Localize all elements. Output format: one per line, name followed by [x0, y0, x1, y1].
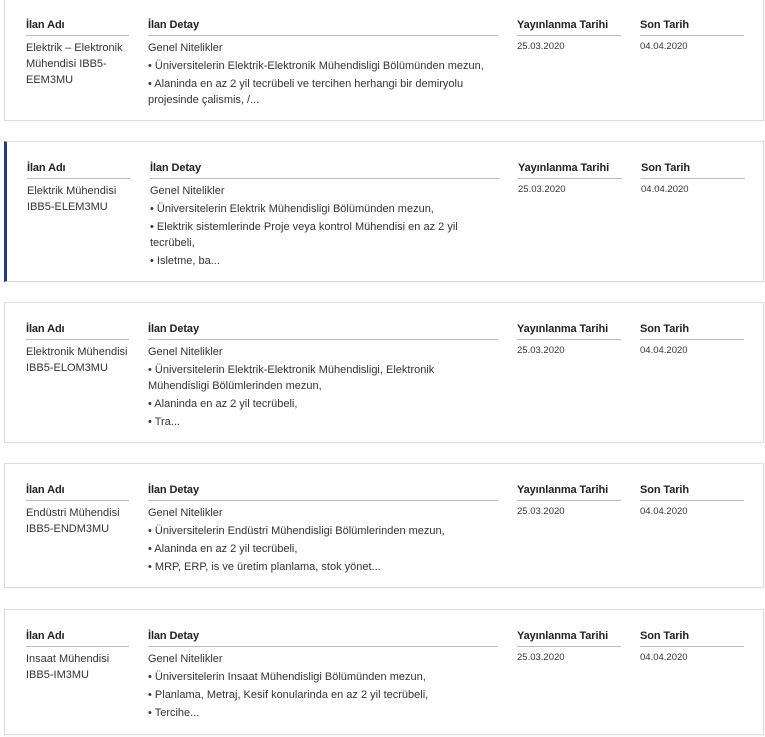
detail-line: • Alaninda en az 2 yil tecrübeli, — [148, 398, 298, 410]
detail-line: • MRP, ERP, is ve üretim planlama, stok yönet... — [148, 561, 381, 573]
published-header: Yayınlanma Tarihi — [517, 630, 621, 647]
published-header: Yayınlanma Tarihi — [517, 323, 621, 340]
title-column — [26, 19, 129, 88]
published-header: Yayınlanma Tarihi — [517, 19, 621, 36]
detail-line: • Tra... — [148, 416, 180, 428]
title-header: İlan Adı — [26, 19, 129, 36]
deadline-column — [640, 323, 744, 357]
published-column — [517, 484, 621, 518]
deadline-header: Son Tarih — [640, 19, 744, 36]
job-title[interactable]: Endüstri Mühendisi IBB5-ENDM3MU — [26, 507, 120, 535]
title-header: İlan Adı — [26, 484, 129, 501]
deadline-header: Son Tarih — [640, 630, 744, 647]
deadline-date: 04.04.2020 — [641, 184, 689, 195]
deadline-column — [640, 19, 744, 53]
job-title[interactable]: Elektronik Mühendisi IBB5-ELOM3MU — [26, 346, 128, 374]
title-column — [26, 323, 129, 376]
detail-column — [150, 162, 500, 271]
detail-header: İlan Detay — [148, 484, 498, 501]
title-column — [26, 630, 129, 683]
published-date: 25.03.2020 — [517, 345, 565, 356]
job-title[interactable]: Insaat Mühendisi IBB5-IM3MU — [26, 653, 110, 681]
published-date: 25.03.2020 — [517, 506, 565, 517]
deadline-column — [641, 162, 745, 196]
detail-column — [148, 484, 498, 577]
deadline-header: Son Tarih — [641, 162, 745, 179]
title-column — [27, 162, 130, 215]
detail-line: • Alaninda en az 2 yil tecrübeli, — [148, 543, 298, 555]
detail-heading: Genel Nitelikler — [150, 185, 225, 197]
published-column — [518, 162, 622, 196]
detail-line: • Üniversitelerin Elektrik-Elektronik Mühendisligi Bölümünden mezun, — [148, 60, 484, 72]
detail-heading: Genel Nitelikler — [148, 346, 223, 358]
job-card[interactable] — [4, 609, 764, 735]
published-column — [517, 630, 621, 664]
published-column — [517, 19, 621, 53]
job-title[interactable]: Elektrik Mühendisi IBB5-ELEM3MU — [27, 185, 117, 213]
detail-column — [148, 630, 498, 723]
published-header: Yayınlanma Tarihi — [517, 484, 621, 501]
deadline-date: 04.04.2020 — [640, 652, 688, 663]
detail-line: • Üniversitelerin Endüstri Mühendisligi Bölümlerinden mezun, — [148, 525, 445, 537]
detail-line: • Planlama, Metraj, Kesif konularinda en az 2 yil tecrübeli, — [148, 689, 429, 701]
detail-heading: Genel Nitelikler — [148, 507, 223, 519]
deadline-date: 04.04.2020 — [640, 41, 688, 52]
title-header: İlan Adı — [27, 162, 130, 179]
published-date: 25.03.2020 — [517, 652, 565, 663]
title-header: İlan Adı — [26, 630, 129, 647]
deadline-date: 04.04.2020 — [640, 345, 688, 356]
detail-header: İlan Detay — [148, 630, 498, 647]
detail-line: • Üniversitelerin Insaat Mühendisligi Bölümünden mezun, — [148, 671, 426, 683]
detail-header: İlan Detay — [148, 323, 498, 340]
title-header: İlan Adı — [26, 323, 129, 340]
published-date: 25.03.2020 — [518, 184, 566, 195]
deadline-header: Son Tarih — [640, 323, 744, 340]
deadline-header: Son Tarih — [640, 484, 744, 501]
detail-line: • Elektrik sistemlerinde Proje veya kontrol Mühendisi en az 2 yil tecrübeli, — [150, 221, 458, 249]
detail-header: İlan Detay — [148, 19, 498, 36]
title-column — [26, 484, 129, 537]
deadline-column — [640, 484, 744, 518]
job-title[interactable]: Elektrik – Elektronik Mühendisi IBB5-EEM3MU — [26, 42, 123, 86]
job-card[interactable] — [4, 463, 764, 588]
published-date: 25.03.2020 — [517, 41, 565, 52]
detail-line: • Alaninda en az 2 yil tecrübeli ve tercihen herhangi bir demiryolu projesinde çalismis, /... — [148, 78, 464, 106]
detail-line: • Isletme, ba... — [150, 255, 220, 267]
published-header: Yayınlanma Tarihi — [518, 162, 622, 179]
published-column — [517, 323, 621, 357]
detail-column — [148, 323, 498, 432]
detail-heading: Genel Nitelikler — [148, 653, 223, 665]
deadline-column — [640, 630, 744, 664]
job-card[interactable] — [4, 0, 764, 121]
detail-heading: Genel Nitelikler — [148, 42, 223, 54]
detail-line: • Tercihe... — [148, 707, 200, 719]
detail-line: • Üniversitelerin Elektrik-Elektronik Mühendisligi, Elektronik Mühendisligi Bölümlerinden mezun, — [148, 364, 435, 392]
detail-line: • Üniversitelerin Elektrik Mühendisligi Bölümünden mezun, — [150, 203, 434, 215]
job-card[interactable] — [4, 141, 764, 282]
job-card[interactable] — [4, 302, 764, 443]
detail-column — [148, 19, 498, 110]
deadline-date: 04.04.2020 — [640, 506, 688, 517]
detail-header: İlan Detay — [150, 162, 500, 179]
